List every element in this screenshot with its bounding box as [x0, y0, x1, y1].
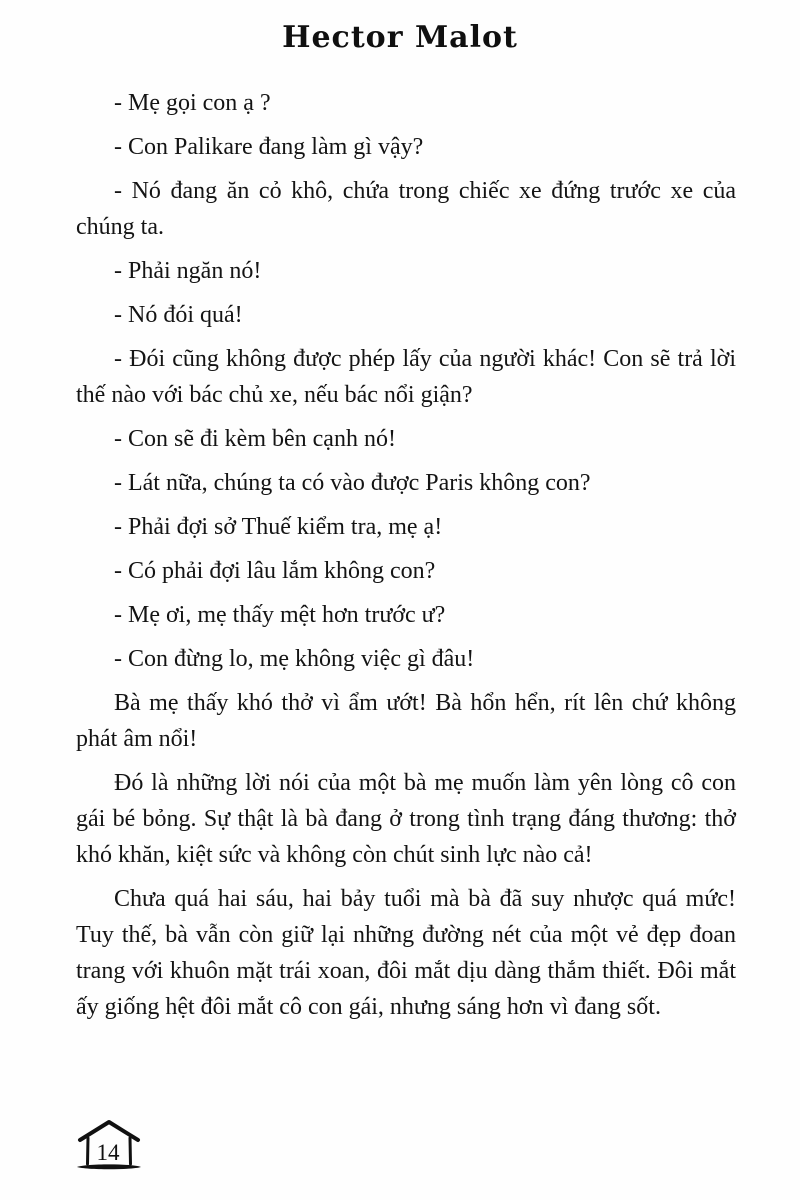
- dialogue-line: - Có phải đợi lâu lắm không con?: [114, 558, 436, 584]
- dialogue-line: - Phải đợi sở Thuế kiểm tra, mẹ ạ!: [114, 514, 443, 540]
- page-body: [76, 85, 736, 1025]
- dialogue-line: - Con sẽ đi kèm bên cạnh nó!: [114, 426, 396, 452]
- dialogue-line: - Lát nữa, chúng ta có vào được Paris không con?: [114, 470, 591, 496]
- narration-paragraph: Đó là những lời nói của một bà mẹ muốn làm yên lòng cô con gái bé bỏng. Sự thật là bà đang ở trong tình trạng đáng thương: thở khó khăn, kiệt sức và không còn chút sinh lực nào cả!: [76, 770, 736, 868]
- page-number: 14: [96, 1140, 120, 1165]
- page-number-badge: [74, 1118, 144, 1176]
- dialogue-line: - Nó đang ăn cỏ khô, chứa trong chiếc xe đứng trước xe của chúng ta.: [76, 178, 736, 240]
- dialogue-line: - Nó đói quá!: [114, 302, 243, 328]
- narration-paragraph: Bà mẹ thấy khó thở vì ẩm ướt! Bà hổn hển, rít lên chứ không phát âm nổi!: [76, 690, 736, 752]
- dialogue-line: - Con đừng lo, mẹ không việc gì đâu!: [114, 646, 475, 672]
- dialogue-line: - Con Palikare đang làm gì vậy?: [114, 134, 424, 160]
- dialogue-line: - Mẹ gọi con ạ ?: [114, 90, 271, 116]
- dialogue-line: - Đói cũng không được phép lấy của người khác! Con sẽ trả lời thế nào với bác chủ xe, nếu bác nổi giận?: [76, 346, 736, 408]
- dialogue-line: - Mẹ ơi, mẹ thấy mệt hơn trước ư?: [114, 602, 446, 628]
- dialogue-line: - Phải ngăn nó!: [114, 258, 262, 284]
- narration-paragraph: Chưa quá hai sáu, hai bảy tuổi mà bà đã suy nhược quá mức! Tuy thế, bà vẫn còn giữ lại những đường nét của một vẻ đẹp đoan trang với khuôn mặt trái xoan, đôi mắt dịu dàng thắm thiết. Đôi mắt ấy giống hệt đôi mắt cô con gái, nhưng sáng hơn vì đang sốt.: [76, 886, 736, 1020]
- running-head-author: Hector Malot: [282, 20, 518, 55]
